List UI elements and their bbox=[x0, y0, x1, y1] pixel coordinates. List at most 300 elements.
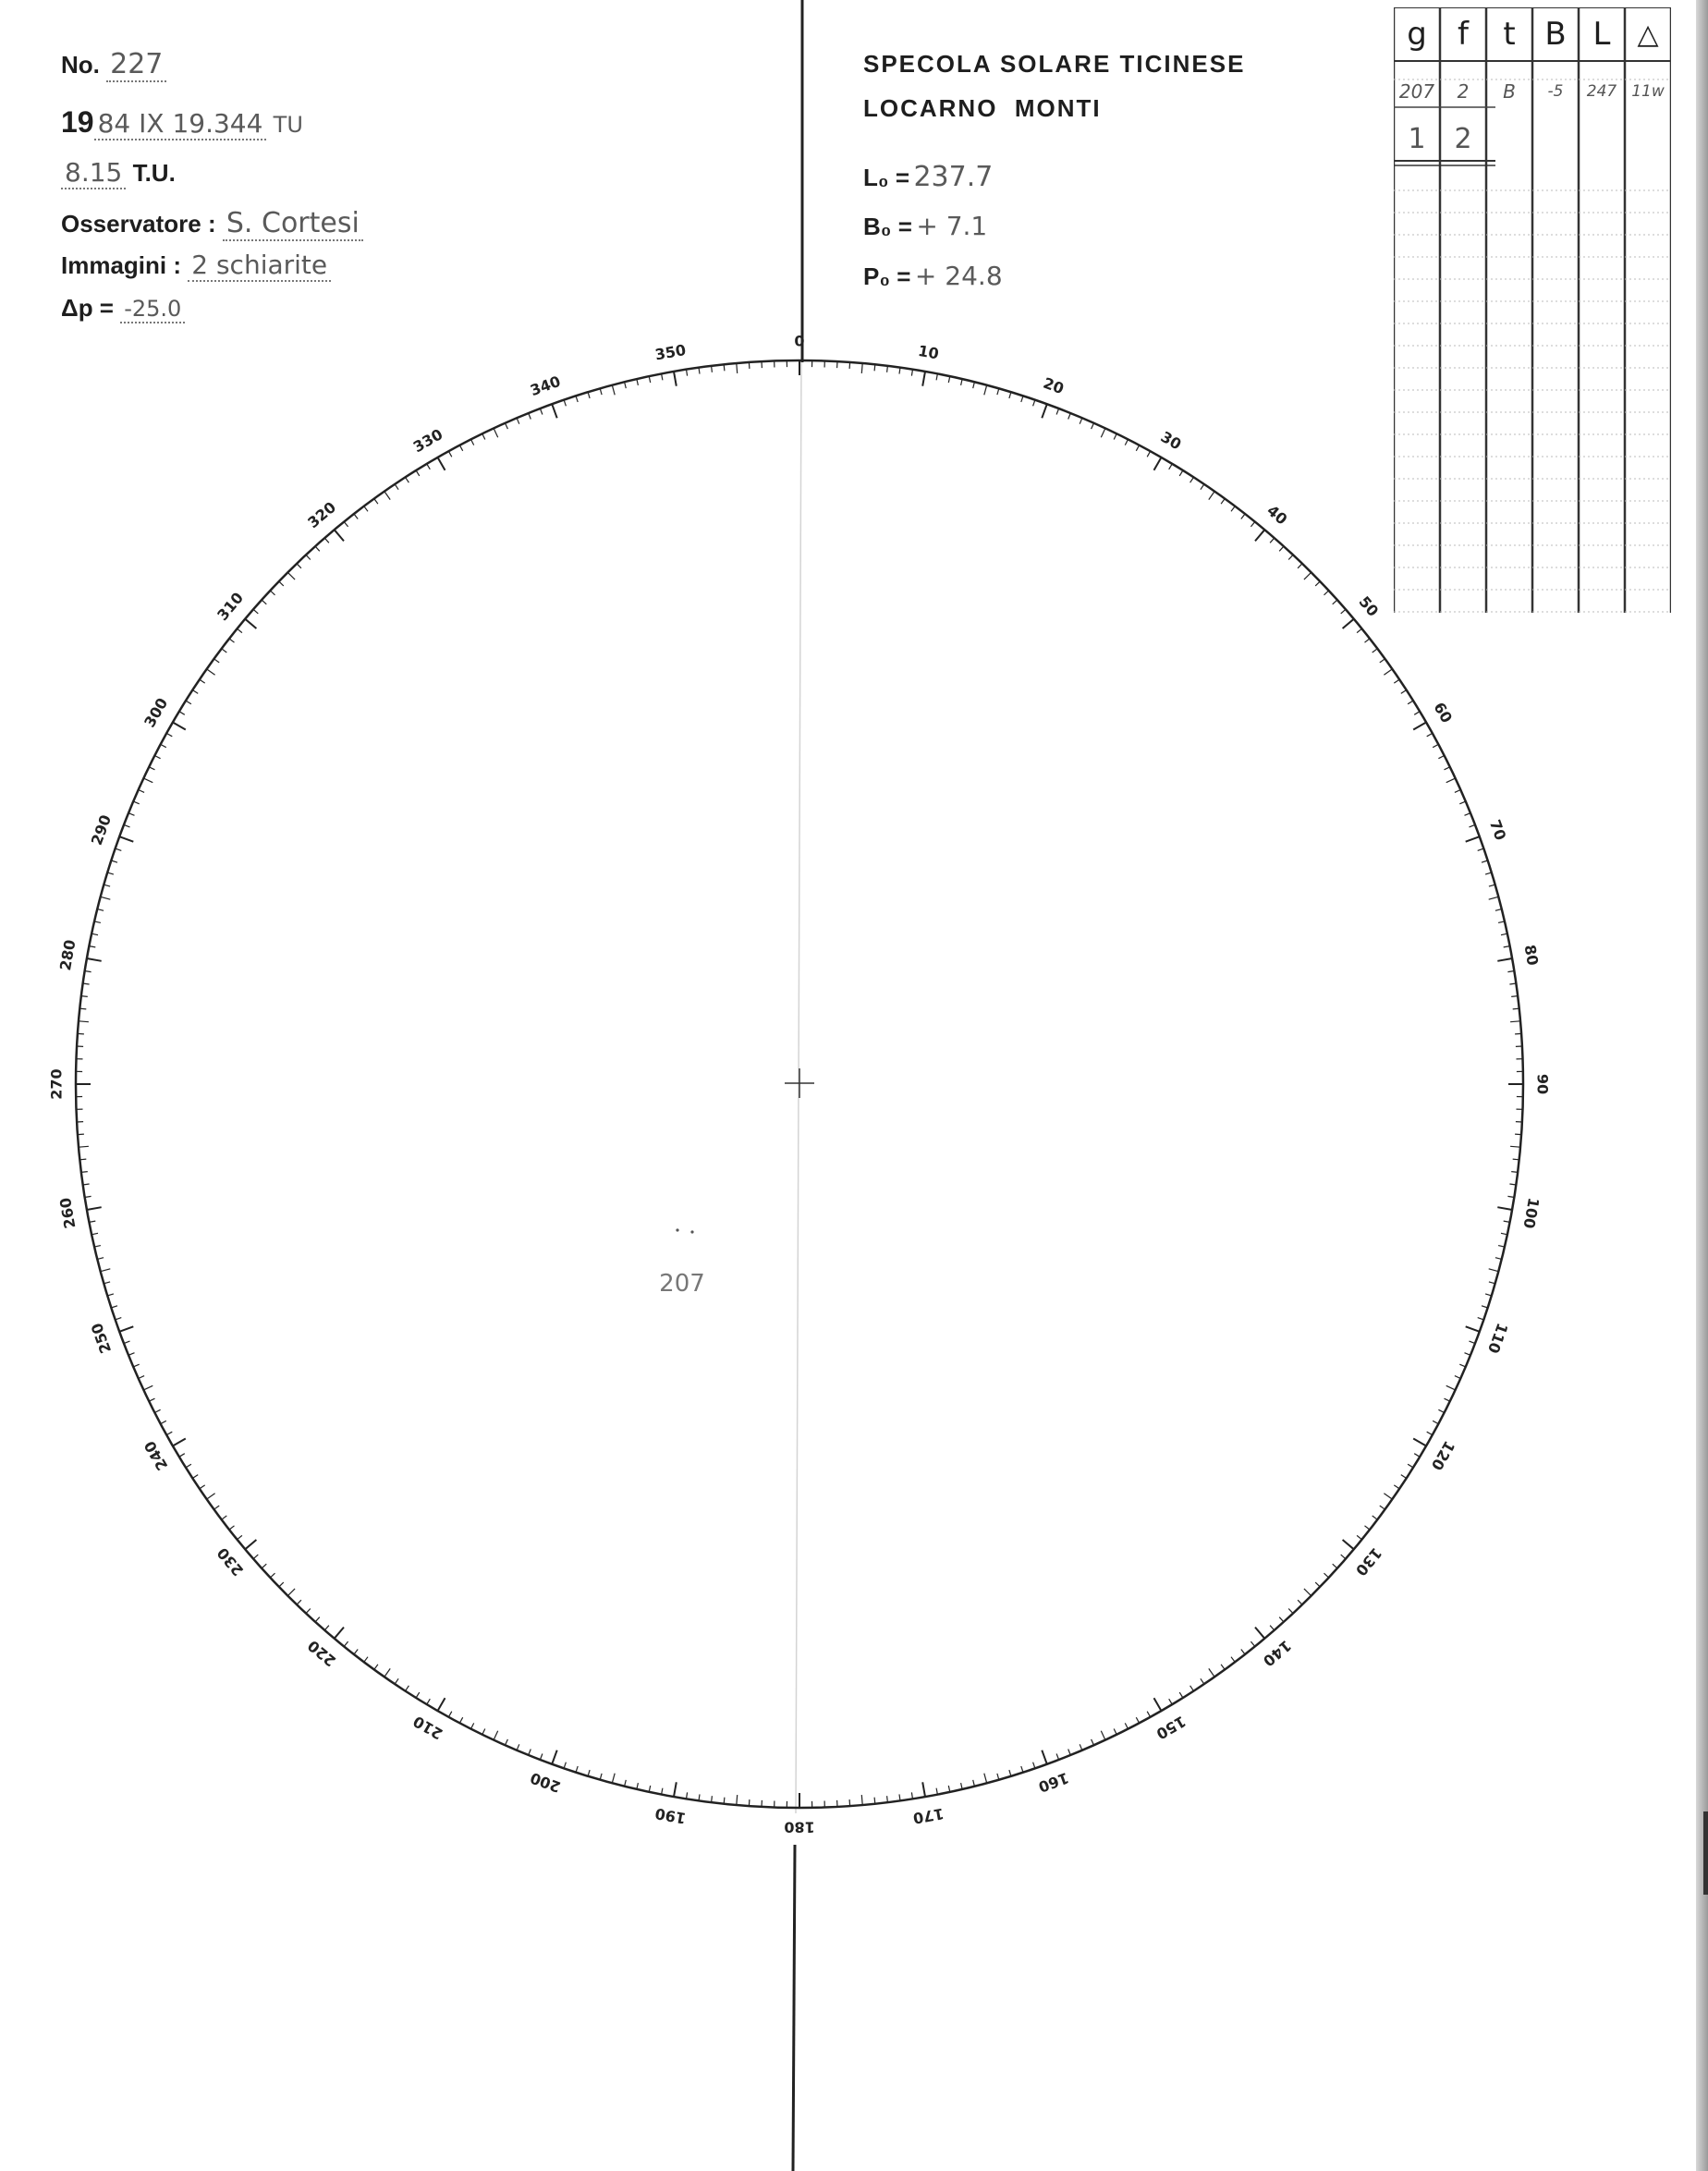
degree-tick bbox=[395, 484, 398, 490]
degree-tick bbox=[154, 1409, 160, 1412]
degree-tick bbox=[427, 1699, 431, 1704]
degree-tick bbox=[111, 1306, 117, 1308]
degree-label: 190 bbox=[653, 1804, 688, 1828]
degree-tick bbox=[1341, 1555, 1346, 1559]
degree-tick bbox=[143, 1385, 152, 1390]
degree-tick bbox=[517, 1744, 519, 1750]
degree-tick bbox=[471, 1723, 474, 1728]
degree-tick bbox=[1279, 546, 1284, 551]
degree-tick bbox=[973, 1780, 975, 1787]
degree-tick bbox=[97, 1258, 104, 1260]
degree-tick bbox=[984, 1774, 987, 1784]
degree-tick bbox=[1482, 1306, 1488, 1308]
degree-tick bbox=[1380, 659, 1385, 663]
observer-value: S. Cortesi bbox=[223, 207, 363, 241]
degree-tick bbox=[119, 836, 133, 842]
degree-tick bbox=[1324, 591, 1329, 595]
degree-tick bbox=[1470, 824, 1476, 827]
b0-label: B₀ = bbox=[863, 213, 912, 240]
degree-tick bbox=[222, 1516, 227, 1519]
date-suffix: TU bbox=[273, 112, 303, 138]
degree-tick bbox=[1478, 1318, 1484, 1320]
degree-tick bbox=[1068, 413, 1071, 420]
observatory-name: SPECOLA SOLARE TICINESE bbox=[863, 50, 1246, 78]
degree-tick bbox=[1324, 1573, 1329, 1578]
degree-tick bbox=[262, 1564, 266, 1568]
degree-tick bbox=[238, 628, 242, 632]
degree-tick bbox=[1154, 1698, 1162, 1711]
cell-delta-1: 11w bbox=[1631, 82, 1665, 101]
degree-tick bbox=[87, 1207, 102, 1210]
degree-tick bbox=[1147, 451, 1150, 457]
degree-tick bbox=[612, 1774, 615, 1784]
time-unit: T.U. bbox=[132, 159, 176, 187]
degree-tick bbox=[494, 1731, 498, 1740]
degree-tick bbox=[200, 1485, 205, 1489]
degree-tick bbox=[540, 409, 543, 415]
degree-tick bbox=[948, 1786, 950, 1792]
center-cross bbox=[785, 1068, 814, 1098]
degree-tick bbox=[625, 382, 627, 388]
degree-tick bbox=[374, 1665, 378, 1670]
degree-label: 350 bbox=[653, 340, 688, 364]
degree-label: 270 bbox=[47, 1068, 66, 1100]
degree-label: 20 bbox=[1041, 373, 1067, 398]
degree-tick bbox=[1209, 492, 1214, 500]
degree-tick bbox=[1209, 1668, 1214, 1677]
degree-tick bbox=[92, 933, 98, 935]
degree-label: 210 bbox=[409, 1712, 446, 1743]
degree-label: 250 bbox=[87, 1320, 116, 1356]
degree-tick bbox=[1333, 600, 1337, 604]
degree-label: 130 bbox=[1351, 1543, 1385, 1579]
degree-tick bbox=[154, 756, 160, 759]
degree-tick bbox=[344, 522, 348, 527]
degree-tick bbox=[1056, 409, 1059, 415]
degree-tick bbox=[279, 1582, 284, 1587]
degree-tick bbox=[1489, 896, 1499, 899]
cell-t-1: B bbox=[1503, 80, 1516, 103]
degree-label: 200 bbox=[528, 1768, 564, 1797]
degree-tick bbox=[1169, 464, 1173, 470]
degree-tick bbox=[1201, 1678, 1204, 1684]
degree-tick bbox=[1231, 506, 1235, 512]
degree-tick bbox=[79, 1008, 86, 1009]
degree-tick bbox=[364, 1657, 368, 1663]
degree-tick bbox=[1021, 396, 1023, 402]
degree-tick bbox=[576, 396, 578, 402]
year-prefix: 19 bbox=[61, 105, 94, 139]
degree-tick bbox=[324, 1626, 329, 1630]
time-value: 8.15 bbox=[61, 157, 126, 189]
sunspot-marks bbox=[676, 1228, 693, 1233]
degree-tick bbox=[887, 1796, 888, 1802]
degree-tick bbox=[540, 1754, 543, 1761]
degree-tick bbox=[270, 1573, 274, 1578]
degree-tick bbox=[287, 572, 295, 579]
degree-tick bbox=[200, 679, 205, 683]
degree-tick bbox=[119, 1326, 133, 1332]
degree-tick bbox=[143, 778, 152, 783]
degree-tick bbox=[406, 477, 409, 482]
degree-tick bbox=[297, 1600, 301, 1604]
degree-tick bbox=[637, 379, 639, 385]
degree-tick bbox=[1357, 1535, 1361, 1539]
degree-tick bbox=[1179, 1692, 1183, 1698]
degree-tick bbox=[1033, 400, 1035, 407]
degree-label: 240 bbox=[140, 1437, 172, 1474]
degree-tick bbox=[649, 1786, 651, 1792]
degree-tick bbox=[116, 848, 122, 850]
delta-p-value: -25.0 bbox=[120, 296, 185, 323]
observer-label: Osservatore : bbox=[61, 210, 216, 238]
degree-tick bbox=[324, 538, 329, 543]
degree-tick bbox=[712, 1796, 713, 1802]
degree-tick bbox=[354, 1650, 358, 1655]
degree-tick bbox=[861, 1795, 862, 1805]
degree-tick bbox=[1511, 1172, 1518, 1173]
degree-label: 100 bbox=[1519, 1196, 1543, 1230]
degree-tick bbox=[1154, 457, 1162, 470]
degree-tick bbox=[87, 958, 102, 961]
axis-bottom-line bbox=[793, 1845, 795, 2171]
degree-tick bbox=[214, 659, 220, 663]
degree-tick bbox=[529, 413, 531, 420]
degree-tick bbox=[214, 1506, 220, 1509]
degree-label: 90 bbox=[1533, 1073, 1552, 1095]
degree-label: 60 bbox=[1430, 699, 1457, 726]
degree-tick bbox=[1466, 836, 1480, 842]
degree-tick bbox=[1470, 1341, 1476, 1344]
degree-tick bbox=[79, 1159, 86, 1160]
degree-tick bbox=[179, 1454, 185, 1457]
degree-tick bbox=[1413, 723, 1426, 730]
degree-tick bbox=[973, 382, 975, 388]
degree-tick bbox=[116, 1318, 122, 1320]
degree-tick bbox=[253, 609, 258, 614]
degree-tick bbox=[186, 701, 191, 704]
degree-tick bbox=[1250, 522, 1254, 527]
degree-tick bbox=[1304, 1589, 1312, 1596]
degree-label: 150 bbox=[1153, 1712, 1190, 1743]
degree-tick bbox=[1125, 1723, 1128, 1728]
degree-tick bbox=[1414, 1454, 1420, 1457]
degree-tick bbox=[1497, 1207, 1512, 1210]
degree-tick bbox=[78, 1134, 84, 1135]
degree-tick bbox=[1092, 423, 1094, 429]
degree-tick bbox=[1455, 1376, 1460, 1379]
sunspot-group-label: 207 bbox=[659, 1270, 705, 1298]
degree-tick bbox=[374, 499, 378, 505]
degree-tick bbox=[1304, 572, 1312, 579]
degree-tick bbox=[1365, 639, 1371, 642]
degree-tick bbox=[1372, 1516, 1378, 1519]
degree-tick bbox=[1478, 848, 1484, 850]
degree-label: 340 bbox=[528, 372, 564, 400]
degree-tick bbox=[173, 723, 186, 730]
degree-tick bbox=[448, 451, 451, 457]
degree-tick bbox=[1114, 1729, 1116, 1735]
no-label: No. bbox=[61, 51, 100, 79]
degree-tick bbox=[124, 1341, 130, 1344]
date-value: 84 IX 19.344 bbox=[94, 108, 267, 140]
degree-tick bbox=[253, 1555, 258, 1559]
degree-tick bbox=[179, 712, 185, 715]
degree-tick bbox=[1101, 428, 1105, 437]
degree-tick bbox=[1255, 1628, 1264, 1639]
col-header-t: t bbox=[1503, 16, 1516, 53]
degree-tick bbox=[1270, 538, 1275, 543]
degree-tick bbox=[674, 1782, 677, 1797]
degree-label: 40 bbox=[1263, 501, 1291, 529]
cell-g-1: 207 bbox=[1398, 80, 1435, 103]
col-header-g: g bbox=[1407, 16, 1427, 53]
degree-tick bbox=[712, 366, 713, 372]
total-groups: 1 bbox=[1408, 122, 1426, 155]
cell-l-1: 247 bbox=[1586, 82, 1617, 101]
degree-tick bbox=[1515, 1033, 1521, 1034]
degree-tick bbox=[1510, 1021, 1520, 1022]
no-value: 227 bbox=[106, 48, 166, 82]
degree-tick bbox=[1221, 1665, 1225, 1670]
degree-label: 170 bbox=[911, 1804, 946, 1828]
degree-tick bbox=[984, 385, 987, 396]
degree-tick bbox=[1401, 690, 1407, 694]
degree-tick bbox=[1068, 1750, 1071, 1756]
total-spots: 2 bbox=[1454, 122, 1472, 155]
degree-tick bbox=[1498, 921, 1505, 923]
degree-tick bbox=[186, 1464, 191, 1468]
degree-tick bbox=[111, 860, 117, 862]
degree-tick bbox=[1459, 801, 1466, 804]
degree-label: 260 bbox=[55, 1196, 79, 1230]
degree-tick bbox=[297, 564, 301, 568]
degree-tick bbox=[1513, 1008, 1519, 1009]
degree-tick bbox=[1315, 581, 1320, 586]
degree-tick bbox=[1438, 756, 1444, 759]
degree-tick bbox=[1114, 433, 1116, 439]
degree-tick bbox=[494, 428, 498, 437]
degree-tick bbox=[1033, 1762, 1035, 1769]
degree-tick bbox=[406, 1686, 409, 1691]
degree-tick bbox=[1445, 767, 1450, 770]
degree-tick bbox=[1489, 1269, 1499, 1272]
degree-tick bbox=[1169, 1699, 1173, 1704]
degree-tick bbox=[133, 801, 140, 804]
col-header-delta: △ bbox=[1637, 18, 1659, 51]
degree-tick bbox=[552, 404, 557, 418]
b0-value: + 7.1 bbox=[916, 211, 988, 241]
degree-tick bbox=[384, 1668, 390, 1677]
group-data-table bbox=[1394, 7, 1671, 613]
degree-tick bbox=[1056, 1754, 1059, 1761]
degree-tick bbox=[1413, 1439, 1426, 1446]
degree-tick bbox=[128, 1353, 135, 1356]
degree-tick bbox=[961, 1783, 963, 1789]
degree-tick bbox=[1190, 477, 1194, 482]
degree-label: 10 bbox=[916, 341, 941, 363]
degree-tick bbox=[1343, 619, 1354, 628]
degree-tick bbox=[279, 581, 284, 586]
degree-tick bbox=[637, 1783, 639, 1789]
degree-tick bbox=[1270, 1626, 1275, 1630]
degree-tick bbox=[1433, 744, 1438, 747]
images-value: 2 schiarite bbox=[188, 250, 331, 282]
images-label: Immagini : bbox=[61, 251, 182, 279]
degree-tick bbox=[1446, 778, 1456, 783]
degree-tick bbox=[1101, 1731, 1105, 1740]
degree-tick bbox=[1298, 1600, 1302, 1604]
degree-tick bbox=[79, 1021, 89, 1022]
degree-tick bbox=[1515, 1134, 1521, 1135]
degree-tick bbox=[427, 464, 431, 470]
degree-tick bbox=[948, 376, 950, 383]
degree-tick bbox=[149, 1398, 154, 1401]
degree-tick bbox=[1511, 996, 1518, 997]
degree-tick bbox=[1466, 1326, 1480, 1332]
degree-label: 160 bbox=[1035, 1768, 1071, 1797]
degree-tick bbox=[1021, 1766, 1023, 1773]
degree-tick bbox=[874, 364, 875, 371]
degree-tick bbox=[1427, 1432, 1433, 1434]
degree-tick bbox=[128, 813, 135, 816]
observatory-location: LOCARNO MONTI bbox=[863, 94, 1102, 122]
degree-tick bbox=[364, 506, 368, 512]
degree-tick bbox=[849, 1799, 850, 1806]
degree-tick bbox=[262, 600, 266, 604]
degree-tick bbox=[354, 514, 358, 519]
degree-tick bbox=[139, 790, 144, 793]
degree-tick bbox=[1438, 1409, 1444, 1412]
degree-tick bbox=[1288, 555, 1293, 559]
degree-label: 30 bbox=[1157, 427, 1185, 454]
degree-tick bbox=[1136, 1717, 1139, 1723]
degree-tick bbox=[94, 1246, 101, 1248]
degree-tick bbox=[344, 1641, 348, 1646]
degree-tick bbox=[1433, 1421, 1438, 1423]
col-header-b: B bbox=[1544, 16, 1567, 53]
degree-tick bbox=[922, 1782, 925, 1797]
degree-tick bbox=[1250, 1641, 1254, 1646]
degree-tick bbox=[1414, 712, 1420, 715]
degree-tick bbox=[1401, 1475, 1407, 1479]
degree-tick bbox=[1231, 1657, 1235, 1663]
degree-tick bbox=[438, 1698, 445, 1711]
degree-tick bbox=[1455, 790, 1460, 793]
degree-tick bbox=[1495, 1258, 1502, 1260]
degree-tick bbox=[564, 400, 566, 407]
degree-label: 50 bbox=[1355, 592, 1383, 620]
degree-tick bbox=[1190, 1686, 1194, 1691]
degree-tick bbox=[649, 376, 651, 383]
degree-tick bbox=[416, 470, 420, 476]
degree-tick bbox=[749, 1799, 750, 1806]
cell-f-1: 2 bbox=[1457, 80, 1470, 103]
degree-tick bbox=[459, 445, 462, 451]
page-edge-mark bbox=[1703, 1811, 1708, 1895]
degree-label: 80 bbox=[1520, 943, 1543, 968]
degree-tick bbox=[438, 457, 445, 470]
degree-tick bbox=[1427, 733, 1433, 736]
l0-value: 237.7 bbox=[913, 161, 994, 193]
degree-tick bbox=[1343, 1540, 1354, 1549]
degree-tick bbox=[1147, 1712, 1150, 1717]
degree-tick bbox=[576, 1766, 578, 1773]
cell-b-1: -5 bbox=[1547, 82, 1564, 101]
degree-label: 290 bbox=[87, 812, 116, 848]
degree-tick bbox=[81, 1172, 88, 1173]
disk-center-meridian bbox=[796, 362, 801, 1813]
degree-label: 300 bbox=[140, 694, 172, 731]
degree-tick bbox=[94, 921, 101, 923]
degree-tick bbox=[887, 366, 888, 372]
degree-tick bbox=[1136, 445, 1139, 451]
degree-tick bbox=[335, 1628, 344, 1639]
degree-tick bbox=[1315, 1582, 1320, 1587]
degree-tick bbox=[482, 433, 485, 439]
degree-label: 220 bbox=[304, 1636, 340, 1670]
degree-tick bbox=[1279, 1617, 1284, 1622]
degree-tick bbox=[861, 363, 862, 373]
degree-tick bbox=[315, 1617, 320, 1622]
degree-tick bbox=[1465, 1353, 1471, 1356]
degree-tick bbox=[506, 1739, 508, 1745]
degree-tick bbox=[529, 1750, 531, 1756]
degree-label: 70 bbox=[1485, 817, 1510, 843]
degree-tick bbox=[173, 1439, 186, 1446]
degree-tick bbox=[207, 1494, 215, 1499]
degree-tick bbox=[161, 1421, 166, 1423]
degree-tick bbox=[245, 619, 256, 628]
degree-tick bbox=[270, 591, 274, 595]
degree-tick bbox=[517, 418, 519, 424]
degree-tick bbox=[81, 996, 88, 997]
degree-tick bbox=[1298, 564, 1302, 568]
degree-tick bbox=[133, 1364, 140, 1367]
degree-tick bbox=[1201, 484, 1204, 490]
col-header-l: L bbox=[1592, 16, 1611, 53]
degree-tick bbox=[1333, 1564, 1337, 1568]
degree-tick bbox=[192, 690, 198, 694]
degree-tick bbox=[482, 1729, 485, 1735]
degree-tick bbox=[384, 492, 390, 500]
degree-tick bbox=[749, 362, 750, 369]
degree-tick bbox=[229, 639, 235, 642]
degree-tick bbox=[1042, 404, 1047, 418]
degree-tick bbox=[166, 733, 172, 736]
degree-tick bbox=[1394, 1485, 1399, 1489]
degree-tick bbox=[737, 363, 738, 373]
p0-value: + 24.8 bbox=[914, 261, 1003, 291]
degree-tick bbox=[1125, 439, 1128, 445]
degree-tick bbox=[874, 1798, 875, 1804]
degree-tick bbox=[192, 1475, 198, 1479]
degree-tick bbox=[229, 1526, 235, 1530]
degree-tick bbox=[1372, 649, 1378, 653]
degree-tick bbox=[1179, 470, 1183, 476]
degree-tick bbox=[78, 1033, 84, 1034]
degree-tick bbox=[416, 1692, 420, 1698]
degree-label: 320 bbox=[304, 498, 340, 532]
degree-tick bbox=[1241, 514, 1245, 519]
degree-tick bbox=[471, 439, 474, 445]
degree-tick bbox=[245, 1540, 256, 1549]
degree-tick bbox=[552, 1750, 557, 1764]
degree-tick bbox=[335, 530, 344, 541]
col-header-f: f bbox=[1458, 16, 1469, 53]
degree-tick bbox=[1459, 1364, 1466, 1367]
degree-tick bbox=[207, 669, 215, 675]
